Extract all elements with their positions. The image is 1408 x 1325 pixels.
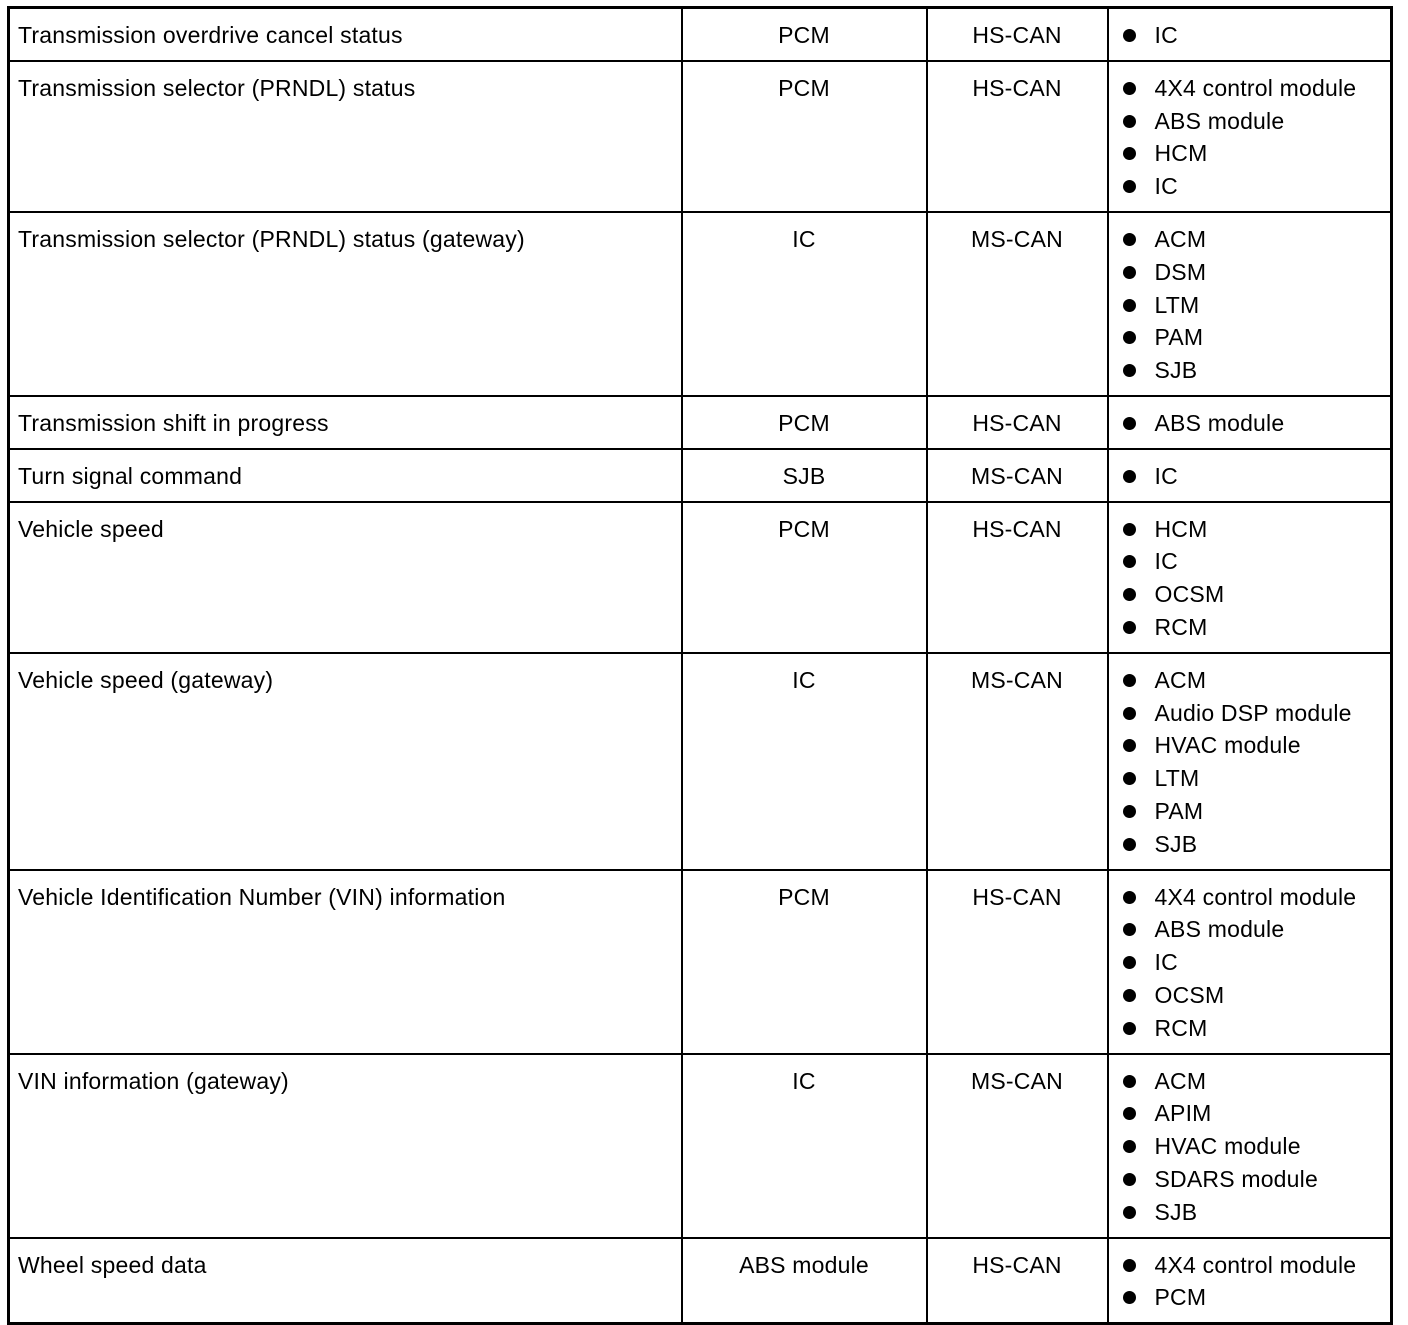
receiver-item [1117,611,1383,644]
receivers-cell [1108,449,1392,502]
receiver-label: OCSM [1154,581,1225,608]
network-cell: HS-CAN [927,8,1108,61]
receivers-cell [1108,8,1392,61]
receiver-label: DSM [1154,258,1207,285]
receiver-item [1117,697,1383,730]
receiver-item [1117,1163,1383,1196]
receiver-item [1117,354,1383,387]
bullet-icon [1123,674,1136,687]
receiver-list [1117,223,1383,387]
receiver-item [1117,1097,1383,1130]
receiver-item [1117,256,1383,289]
receiver-item [1117,1281,1383,1314]
originator-cell: IC [682,1054,927,1238]
receivers-cell [1108,502,1392,653]
receiver-item [1117,460,1383,493]
originator-cell: IC [682,653,927,870]
receiver-item [1117,1065,1383,1098]
receiver-list [1117,1249,1383,1315]
bullet-icon [1123,417,1136,430]
receiver-item [1117,979,1383,1012]
receiver-label: LTM [1154,291,1200,318]
bullet-icon [1123,805,1136,818]
bullet-icon [1123,1173,1136,1186]
originator-cell: PCM [682,8,927,61]
network-cell: MS-CAN [927,449,1108,502]
receiver-list [1117,19,1383,52]
table-row [9,653,1392,870]
receiver-item [1117,137,1383,170]
table-row [9,870,1392,1054]
originator-cell: PCM [682,396,927,449]
bullet-icon [1123,989,1136,1002]
originator-cell: IC [682,212,927,396]
bullet-icon [1123,1022,1136,1035]
receiver-label: OCSM [1154,981,1225,1008]
network-cell: HS-CAN [927,870,1108,1054]
bullet-icon [1123,470,1136,483]
receiver-item [1117,881,1383,914]
table-row [9,502,1392,653]
bullet-icon [1123,555,1136,568]
receiver-item [1117,289,1383,322]
bullet-icon [1123,1259,1136,1272]
network-cell: HS-CAN [927,61,1108,212]
message-cell: Transmission selector (PRNDL) status (gateway) [9,212,682,396]
receivers-cell [1108,61,1392,212]
message-cell: Transmission selector (PRNDL) status [9,61,682,212]
receiver-label: PAM [1154,324,1204,351]
receiver-item [1117,913,1383,946]
bullet-icon [1123,82,1136,95]
message-cell: Wheel speed data [9,1238,682,1324]
receiver-item [1117,1249,1383,1282]
receiver-item [1117,545,1383,578]
receiver-label: HCM [1154,515,1208,542]
receiver-item [1117,513,1383,546]
table-row [9,8,1392,61]
receiver-item [1117,105,1383,138]
receiver-label: PCM [1154,1284,1207,1311]
bullet-icon [1123,707,1136,720]
bullet-icon [1123,115,1136,128]
receiver-label: 4X4 control module [1154,74,1357,101]
bullet-icon [1123,147,1136,160]
receiver-item [1117,1012,1383,1045]
bullet-icon [1123,588,1136,601]
receiver-item [1117,729,1383,762]
receiver-label: IC [1154,173,1178,200]
receiver-label: ABS module [1154,107,1285,134]
receiver-item [1117,664,1383,697]
receiver-list [1117,407,1383,440]
receiver-label: ABS module [1154,916,1285,943]
table-row [9,61,1392,212]
receiver-list [1117,1065,1383,1229]
network-cell: HS-CAN [927,1238,1108,1324]
bullet-icon [1123,523,1136,536]
message-cell: Vehicle speed [9,502,682,653]
receiver-label: ACM [1154,666,1207,693]
bullet-icon [1123,739,1136,752]
originator-cell: ABS module [682,1238,927,1324]
receivers-cell [1108,1054,1392,1238]
receivers-cell [1108,870,1392,1054]
bullet-icon [1123,621,1136,634]
network-message-table [7,6,1393,1325]
bullet-icon [1123,299,1136,312]
message-cell: Vehicle speed (gateway) [9,653,682,870]
receiver-list [1117,881,1383,1045]
receiver-label: ABS module [1154,409,1285,436]
bullet-icon [1123,180,1136,193]
originator-cell: PCM [682,61,927,212]
receiver-label: IC [1154,462,1178,489]
receiver-label: IC [1154,548,1178,575]
bullet-icon [1123,923,1136,936]
receiver-label: ACM [1154,1067,1207,1094]
network-cell: MS-CAN [927,1054,1108,1238]
table-row [9,1238,1392,1324]
receiver-item [1117,762,1383,795]
message-cell: Turn signal command [9,449,682,502]
receiver-label: SDARS module [1154,1165,1318,1192]
message-cell: Transmission shift in progress [9,396,682,449]
receiver-item [1117,1130,1383,1163]
network-cell: MS-CAN [927,653,1108,870]
bullet-icon [1123,1291,1136,1304]
table-row [9,449,1392,502]
originator-cell: PCM [682,870,927,1054]
receiver-label: RCM [1154,613,1208,640]
bullet-icon [1123,772,1136,785]
receiver-label: LTM [1154,765,1200,792]
bullet-icon [1123,29,1136,42]
bullet-icon [1123,891,1136,904]
receiver-label: HVAC module [1154,1133,1301,1160]
receiver-item [1117,72,1383,105]
bullet-icon [1123,1206,1136,1219]
receiver-label: APIM [1154,1100,1212,1127]
network-cell: HS-CAN [927,502,1108,653]
receiver-list [1117,72,1383,203]
receiver-label: SJB [1154,357,1198,384]
table-body [9,8,1392,1324]
table-row [9,1054,1392,1238]
receivers-cell [1108,396,1392,449]
receiver-label: SJB [1154,830,1198,857]
receiver-item [1117,223,1383,256]
receiver-label: RCM [1154,1014,1208,1041]
receiver-item [1117,946,1383,979]
table-row [9,212,1392,396]
receiver-label: 4X4 control module [1154,883,1357,910]
bullet-icon [1123,1107,1136,1120]
bullet-icon [1123,838,1136,851]
receiver-label: 4X4 control module [1154,1251,1357,1278]
bullet-icon [1123,1075,1136,1088]
receivers-cell [1108,1238,1392,1324]
receiver-item [1117,170,1383,203]
receiver-label: HVAC module [1154,732,1301,759]
receiver-list [1117,664,1383,861]
receiver-label: SJB [1154,1198,1198,1225]
message-cell: Vehicle Identification Number (VIN) information [9,870,682,1054]
receiver-list [1117,513,1383,644]
receiver-label: ACM [1154,225,1207,252]
message-cell: Transmission overdrive cancel status [9,8,682,61]
receiver-label: IC [1154,949,1178,976]
receiver-item [1117,828,1383,861]
bullet-icon [1123,364,1136,377]
table-row [9,396,1392,449]
network-cell: MS-CAN [927,212,1108,396]
receiver-item [1117,19,1383,52]
bullet-icon [1123,233,1136,246]
network-cell: HS-CAN [927,396,1108,449]
bullet-icon [1123,266,1136,279]
receiver-list [1117,460,1383,493]
bullet-icon [1123,331,1136,344]
receivers-cell [1108,653,1392,870]
receiver-item [1117,578,1383,611]
receiver-label: PAM [1154,797,1204,824]
originator-cell: SJB [682,449,927,502]
receiver-label: HCM [1154,140,1208,167]
receiver-item [1117,407,1383,440]
bullet-icon [1123,1140,1136,1153]
receiver-item [1117,321,1383,354]
originator-cell: PCM [682,502,927,653]
bullet-icon [1123,956,1136,969]
message-cell: VIN information (gateway) [9,1054,682,1238]
receiver-item [1117,795,1383,828]
receiver-label: IC [1154,22,1178,48]
receivers-cell [1108,212,1392,396]
receiver-item [1117,1196,1383,1229]
receiver-label: Audio DSP module [1154,699,1352,726]
